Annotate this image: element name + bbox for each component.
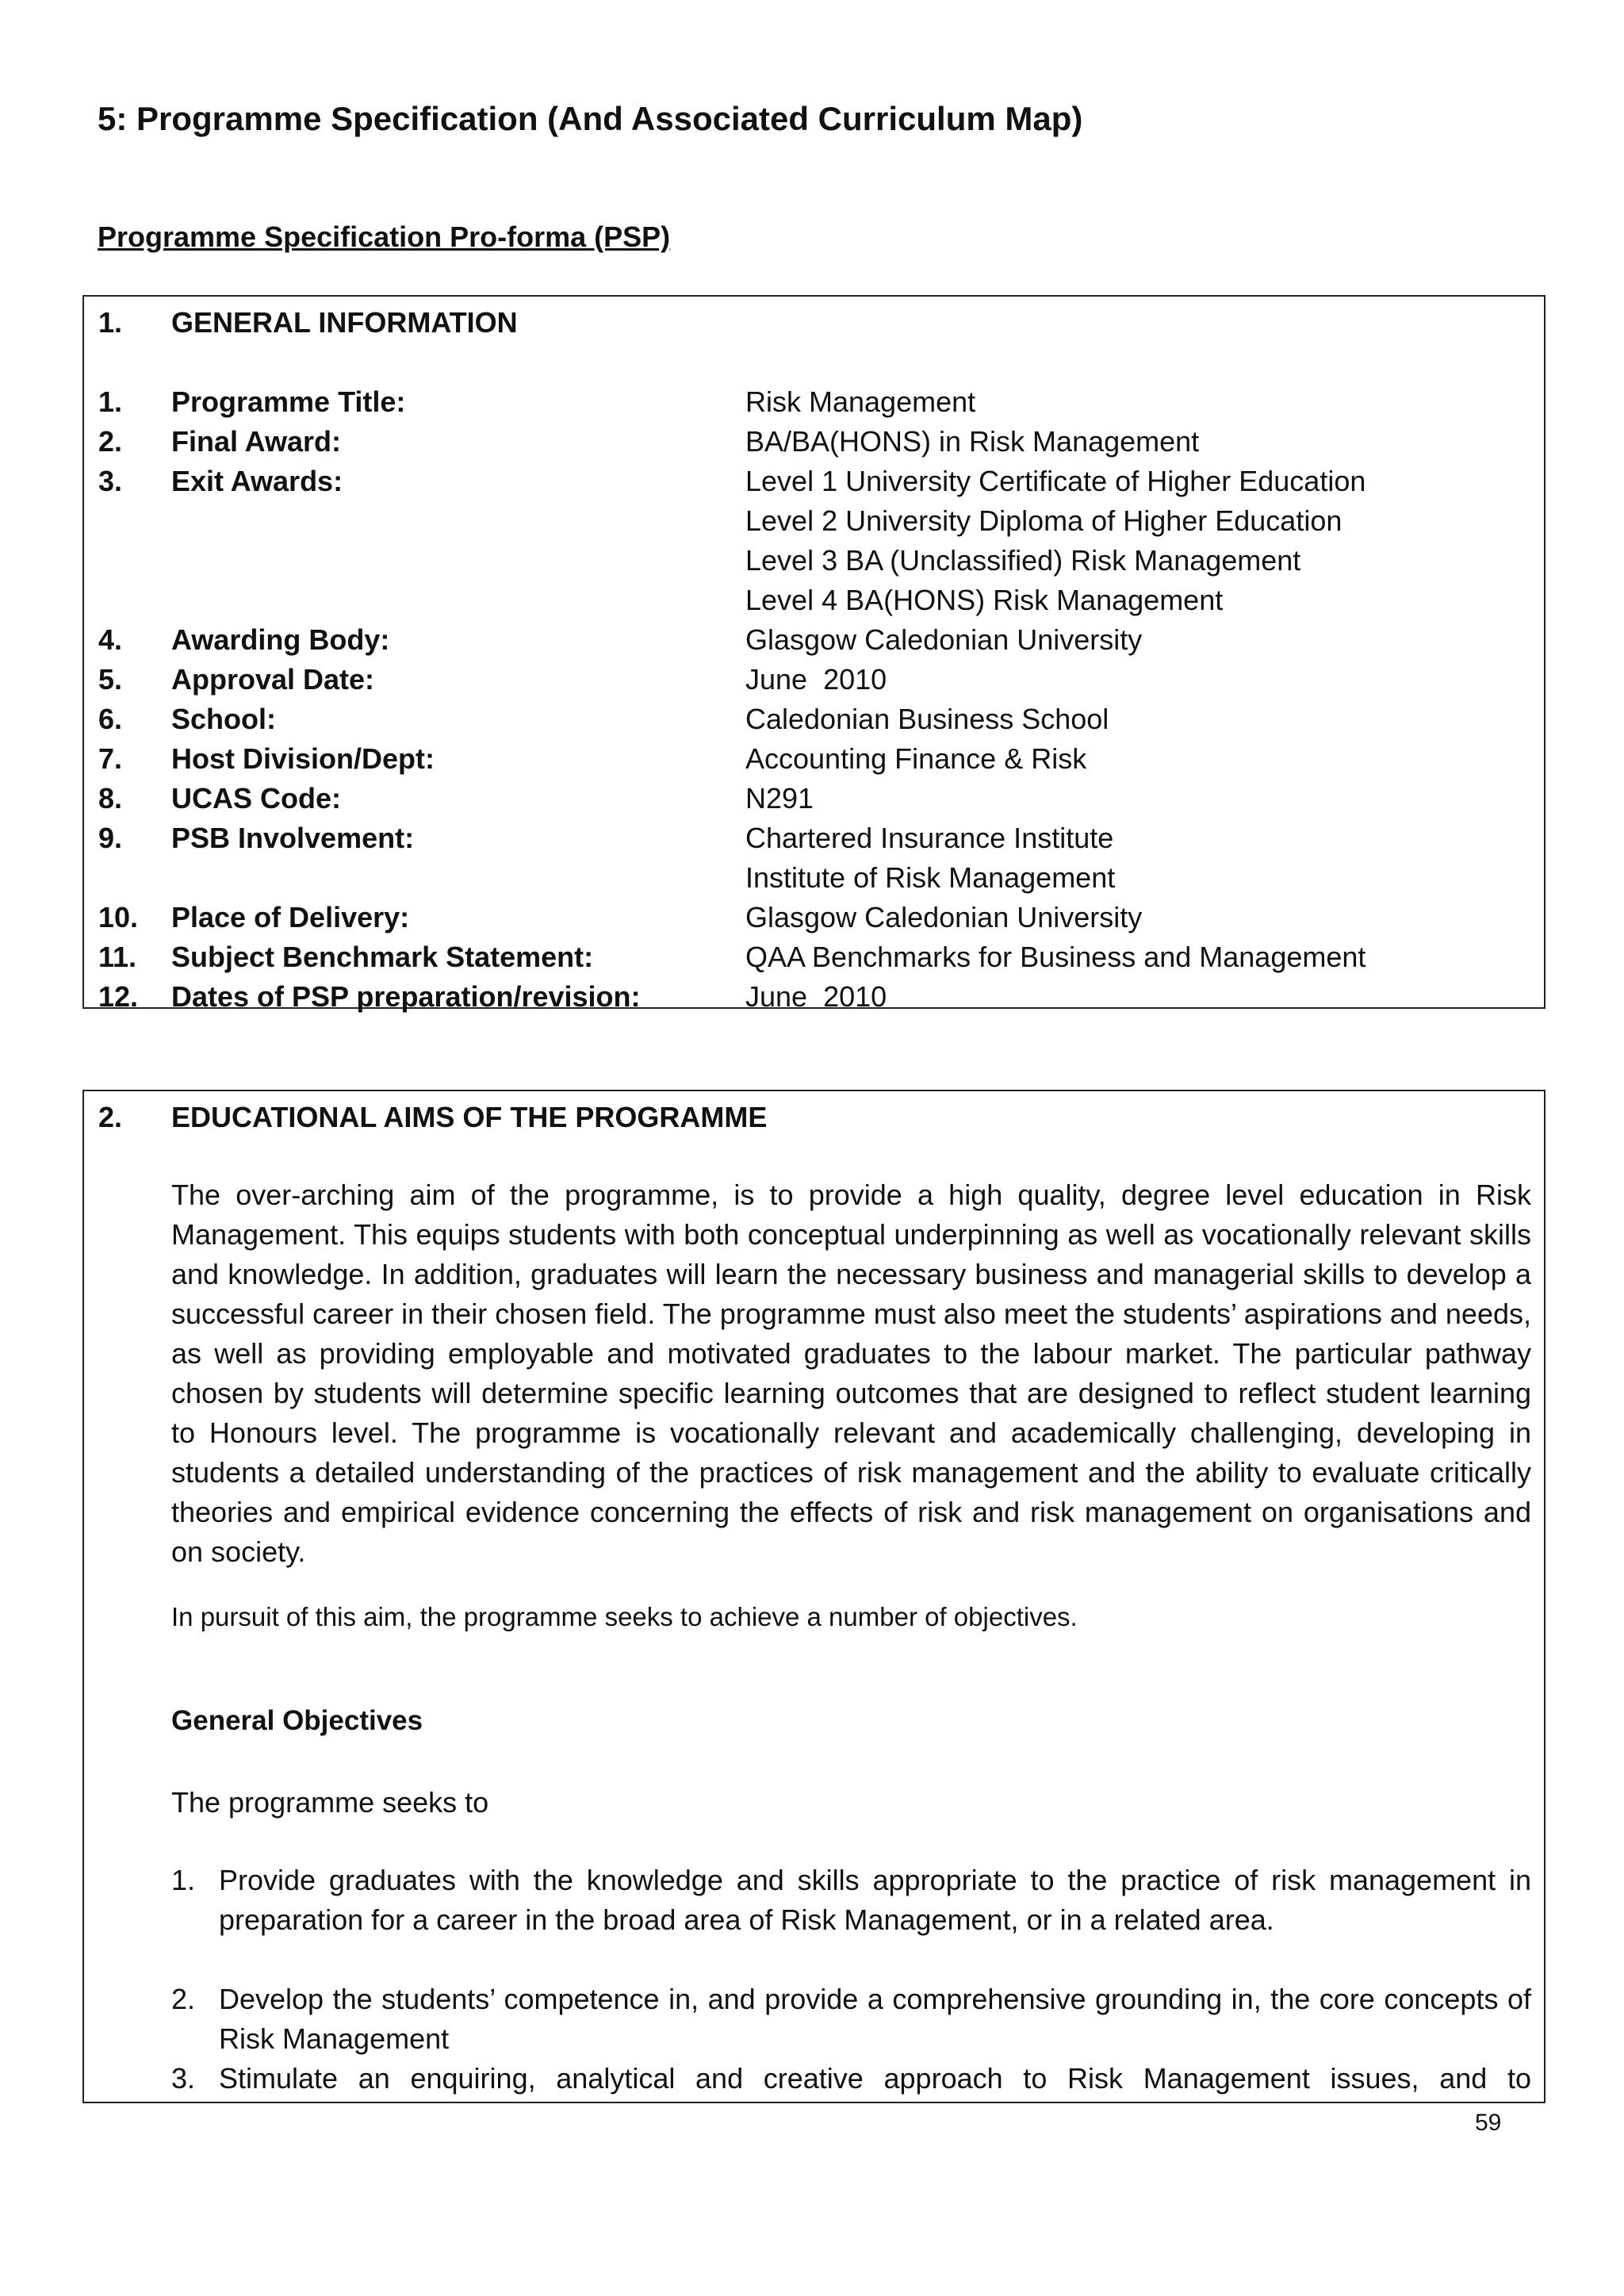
row-number: 4.: [98, 623, 123, 656]
row-value: Chartered Insurance Institute: [745, 822, 1114, 854]
row-value: Caledonian Business School: [745, 703, 1109, 735]
row-label: Approval Date:: [171, 663, 375, 696]
general-objectives-heading: General Objectives: [171, 1705, 423, 1736]
row-label: Place of Delivery:: [171, 901, 410, 933]
row-number: 8.: [98, 782, 123, 815]
row-number: 9.: [98, 822, 123, 854]
pursuit-sentence: In pursuit of this aim, the programme seeks to achieve a number of objectives.: [171, 1602, 1078, 1631]
aim-paragraph: The over-arching aim of the programme, is to provide a high quality, degree level education in Risk Management. This equips students with both conceptual underpinning as well as vocationally relevant skills and knowledge. In addition, graduates will learn the necessary business and managerial skills to develop a successful career in their chosen field. The programme must also meet the students’ aspirations and needs, as well as providing employable and motivated graduates to the labour market. The particular pathway chosen by students will determine specific learning outcomes that are designed to reflect student learning to Honours level. The programme is vocationally relevant and academically challenging, developing in students a detailed understanding of the practices of risk management and the ability to evaluate critically theories and empirical evidence concerning the effects of risk and risk management on organisations and on society.: [171, 1179, 1531, 1568]
row-label: School:: [171, 703, 276, 735]
row-label: Dates of PSP preparation/revision:: [171, 980, 641, 1013]
section-2-title: EDUCATIONAL AIMS OF THE PROGRAMME: [171, 1101, 768, 1133]
row-value: Level 1 University Certificate of Higher Education: [745, 465, 1366, 497]
row-number: 2.: [98, 425, 123, 458]
objective-number: 1.: [171, 1864, 196, 1896]
row-number: 10.: [98, 901, 139, 933]
row-label: PSB Involvement:: [171, 822, 415, 854]
row-value: Accounting Finance & Risk: [745, 742, 1087, 775]
row-value: Risk Management: [745, 385, 976, 418]
row-value: Institute of Risk Management: [745, 861, 1116, 894]
row-value: BA/BA(HONS) in Risk Management: [745, 425, 1200, 458]
objective-text: Stimulate an enquiring, analytical and creative approach to Risk Management issues, and to: [219, 2062, 1531, 2095]
row-value: Level 2 University Diploma of Higher Education: [745, 504, 1342, 537]
section-1-number: 1.: [98, 306, 123, 339]
row-label: Host Division/Dept:: [171, 742, 435, 775]
row-value: Glasgow Caledonian University: [745, 901, 1143, 933]
row-number: 5.: [98, 663, 123, 696]
objectives-intro: The programme seeks to: [171, 1786, 489, 1819]
row-label: Final Award:: [171, 425, 342, 458]
row-number: 11.: [98, 941, 137, 973]
psp-subtitle: Programme Specification Pro-forma (PSP): [98, 220, 671, 253]
page-heading: 5: Programme Specification (And Associated Curriculum Map): [98, 100, 1083, 137]
row-value: Level 4 BA(HONS) Risk Management: [745, 584, 1224, 616]
page-number: 59: [1475, 2110, 1502, 2136]
row-value: Glasgow Caledonian University: [745, 623, 1143, 656]
row-number: 12.: [98, 980, 139, 1013]
objective-text: Provide graduates with the knowledge and skills appropriate to the practice of risk management in preparation for a career in the broad area of Risk Management, or in a related area.: [219, 1864, 1531, 1936]
row-label: Programme Title:: [171, 385, 406, 418]
row-number: 6.: [98, 703, 123, 735]
section-1-title: GENERAL INFORMATION: [171, 306, 518, 339]
row-number: 3.: [98, 465, 123, 497]
row-label: Exit Awards:: [171, 465, 343, 497]
educational-aims-box: [82, 1090, 1545, 2103]
objective-text: Develop the students’ competence in, and provide a comprehensive grounding in, the core concepts of Risk Management: [219, 1983, 1531, 2055]
row-label: UCAS Code:: [171, 782, 341, 815]
row-label: Awarding Body:: [171, 623, 390, 656]
row-value: June 2010: [745, 663, 887, 696]
row-value: Level 3 BA (Unclassified) Risk Management: [745, 544, 1301, 577]
row-label: Subject Benchmark Statement:: [171, 941, 594, 973]
objective-number: 3.: [171, 2062, 196, 2095]
row-value: June 2010: [745, 980, 887, 1013]
section-2-number: 2.: [98, 1101, 123, 1133]
row-value: QAA Benchmarks for Business and Management: [745, 941, 1366, 973]
row-value: N291: [745, 782, 814, 815]
general-information-box: [82, 295, 1545, 1013]
row-number: 7.: [98, 742, 123, 775]
row-number: 1.: [98, 385, 123, 418]
objective-number: 2.: [171, 1983, 196, 2015]
